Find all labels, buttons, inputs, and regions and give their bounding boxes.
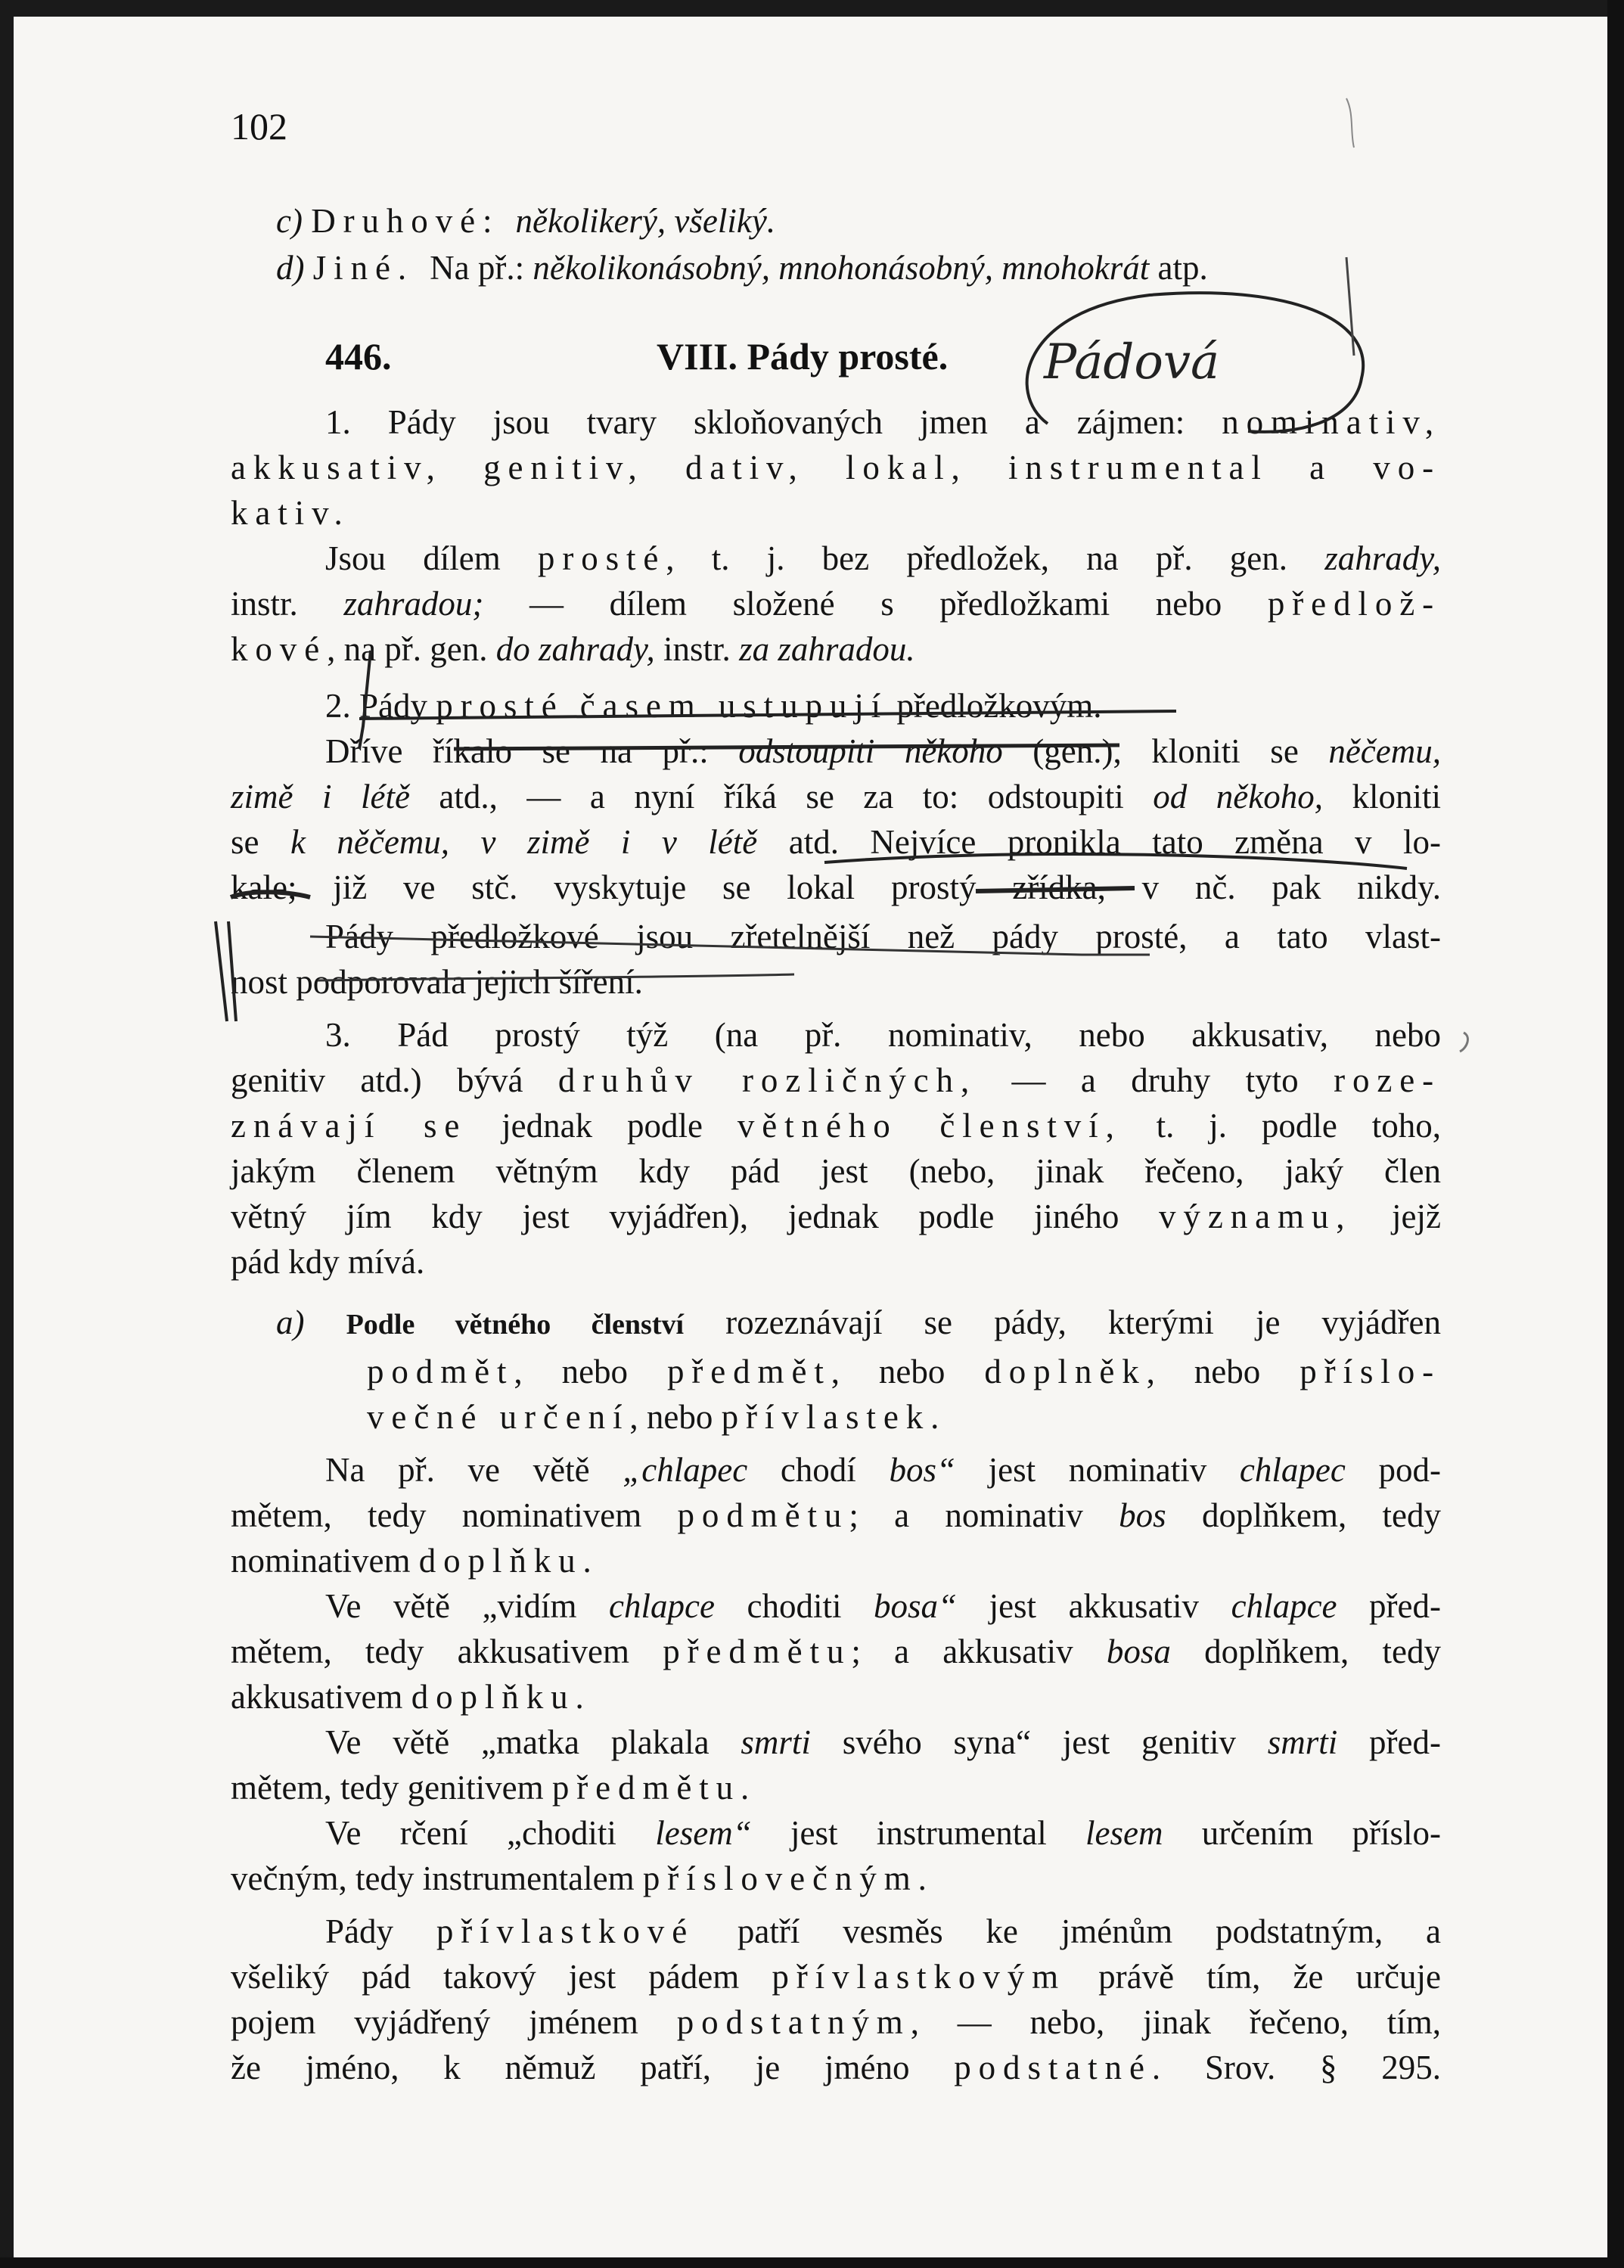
text-line: znávají se jednak podle větného členství, t. j. podle toho, [231, 1107, 1441, 1145]
text-line: Ve větě „matka plakala smrti svého syna“ jest genitiv smrti před- [325, 1723, 1442, 1761]
page-number: 102 [231, 105, 287, 148]
text-line: mětem, tedy nominativem podmětu; a nominativ bos doplňkem, tedy [231, 1496, 1441, 1534]
text-line: Na př. ve větě „chlapec chodí bos“ jest nominativ chlapec pod- [325, 1451, 1441, 1489]
text-line: podmět, nebo předmět, nebo doplněk, nebo příslo- [367, 1353, 1441, 1390]
text-line: kativ. [231, 494, 350, 532]
text-line: akkusativem doplňku. [231, 1678, 584, 1716]
text-line: Dříve říkalo se na př.: odstoupiti někoho (gen.), kloniti se něčemu, [325, 732, 1441, 770]
text-line: zimě i létě atd., — a nyní říká se za to: odstoupiti od někoho, kloniti [231, 778, 1441, 816]
text-line: kale; již ve stč. vyskytuje se lokal prostý zřídka, v nč. pak nikdy. [231, 868, 1441, 906]
text-line: večným, tedy instrumentalem příslovečným. [231, 1859, 927, 1897]
text-line: pád kdy mívá. [231, 1243, 425, 1281]
text-line: 1. Pády jsou tvary skloňovaných jmen a zájmen: nominativ, [325, 403, 1441, 441]
text-line: Ve větě „vidím chlapce choditi bosa“ jest akkusativ chlapce před- [325, 1587, 1441, 1625]
text-line: večné určení, nebo přívlastek. [367, 1398, 939, 1436]
section-number: 446. [325, 335, 392, 377]
text-line: Pády přívlastkové patří vesměs ke jménům podstatným, a [325, 1912, 1442, 1950]
text-line: c) Druhové: několikerý, všeliký. [276, 202, 776, 240]
text-line: akkusativ, genitiv, dativ, lokal, instrumental a vo- [231, 449, 1441, 486]
text-line: 2. Pády prosté časem ustupují předložkovým. [325, 687, 1102, 725]
text-line: všeliký pád takový jest pádem přívlastkovým právě tím, že určuje [231, 1958, 1441, 1996]
text-line: genitiv atd.) bývá druhův rozličných, — a druhy tyto roze- [231, 1061, 1441, 1099]
section-title: VIII. Pády prosté. [657, 335, 949, 377]
text-line: Ve rčení „choditi lesem“ jest instrumental lesem určením příslo- [325, 1814, 1441, 1852]
text-line: 3. Pád prostý týž (na př. nominativ, nebo akkusativ, nebo [325, 1016, 1441, 1054]
text-line: Jsou dílem prosté, t. j. bez předložek, na př. gen. zahrady, [325, 539, 1441, 577]
text-line: a) Podle větného členství rozeznávají se pády, kterými je vyjádřen [276, 1303, 1441, 1341]
scan-border-bottom [0, 2257, 1624, 2268]
text-line: mětem, tedy genitivem předmětu. [231, 1769, 750, 1807]
text-line: větný jím kdy jest vyjádřen), jednak podle jiného významu, jejž [231, 1198, 1442, 1235]
text-line: nost podporovala jejich šíření. [231, 963, 643, 1001]
text-line: Pády předložkové jsou zřetelnější než pády prosté, a tato vlast- [325, 918, 1441, 955]
text-line: d) Jiné. Na př.: několikonásobný, mnohonásobný, mnohokrát atp. [276, 249, 1208, 287]
handwritten-note: Pádová [1044, 334, 1220, 390]
text-line: kové, na př. gen. do zahrady, instr. za zahradou. [231, 630, 915, 668]
text-line: že jméno, k němuž patří, je jméno podstatné. Srov. § 295. [231, 2049, 1442, 2086]
text-line: instr. zahradou; — dílem složené s předložkami nebo předlož- [231, 585, 1441, 623]
scan-border-right [1607, 0, 1624, 2268]
text-line: jakým členem větným kdy pád jest (nebo, jinak řečeno, jaký člen [231, 1152, 1441, 1190]
text-line: mětem, tedy akkusativem předmětu; a akkusativ bosa doplňkem, tedy [231, 1633, 1441, 1670]
text-line: nominativem doplňku. [231, 1542, 592, 1580]
text-line: se k něčemu, v zimě i v létě atd. Nejvíce pronikla tato změna v lo- [231, 823, 1441, 861]
text-line: pojem vyjádřený jménem podstatným, — nebo, jinak řečeno, tím, [231, 2003, 1441, 2041]
